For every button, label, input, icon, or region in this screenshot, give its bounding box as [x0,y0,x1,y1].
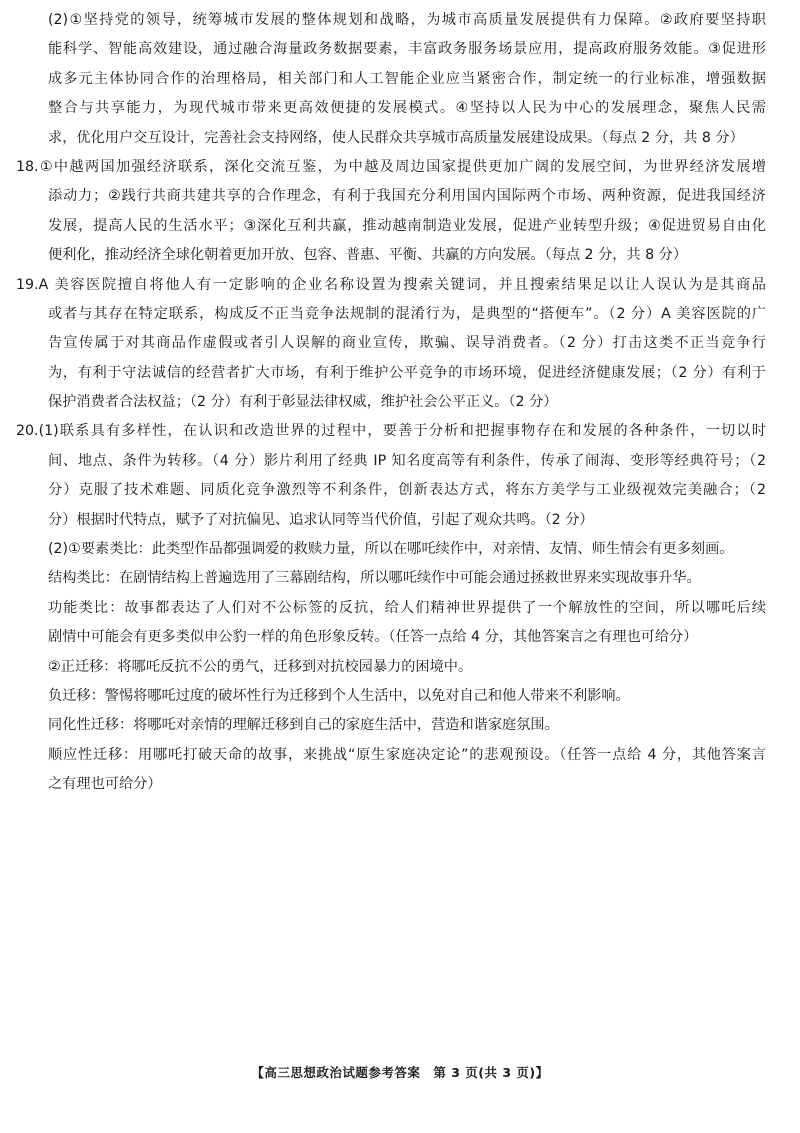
text-line: 19.A 美容医院擅自将他人有一定影响的企业名称设置为搜索关键词，并且搜索结果足以让人误认为是其商品 [16,276,766,293]
footer-text: 【高三思想政治试题参考答案 第 3 页(共 3 页)】 [251,1065,549,1080]
text-line: 18.①中越两国加强经济联系，深化交流互鉴，为中越及周边国家提供更加广阔的发展空间，为世界经济发展增 [16,158,766,175]
answer-content [16,6,766,800]
text-line: 保护消费者合法权益；（2 分）有利于彰显法律权威，维护社会公平正义。（2 分） [48,394,558,411]
text-line: 功能类比：故事都表达了人们对不公标签的反抗，给人们精神世界提供了一个解放性的空间，所以哪吒后续 [48,599,766,616]
text-line: (2)①坚持党的领导，统筹城市发展的整体规划和战略，为城市高质量发展提供有力保障。②政府要坚持职 [48,12,766,28]
text-line: 同化性迁移：将哪吒对亲情的理解迁移到自己的家庭生活中，营造和谐家庭氛围。 [48,717,559,734]
text-line: 结构类比：在剧情结构上普遍选用了三幕剧结构，所以哪吒续作中可能会通过拯救世界来实现故事升华。 [48,570,701,587]
page-footer [0,1063,800,1081]
text-line: (2)①要素类比：此类型作品都强调爱的救赎力量，所以在哪吒续作中，对亲情、友情、师生情会有更多刻画。 [48,541,734,558]
text-line: 求，优化用户交互设计，完善社会支持网络，使人民群众共享城市高质量发展建设成果。（每点 2 分，共 8 分） [48,129,744,146]
text-line: 分）根据时代特点，赋予了对抗偏见、追求认同等当代价值，引起了观众共鸣。（2 分） [48,511,594,528]
text-line: 负迁移：警惕将哪吒过度的破坏性行为迁移到个人生活中，以免对自己和他人带来不利影响。 [48,687,630,704]
text-line: 成多元主体协同合作的治理格局，相关部门和人工智能企业应当紧密合作，制定统一的行业标准，增强数据 [48,70,766,87]
text-line: 发展，提高人民的生活水平；③深化互利共赢，推动越南制造业发展，促进产业转型升级；④促进贸易自由化 [48,217,766,234]
text-line: 能科学、智能高效建设，通过融合海量政务数据要素，丰富政务服务场景应用，提高政府服务效能。③促进形 [48,41,766,58]
text-line: 为，有利于守法诚信的经营者扩大市场，有利于维护公平竞争的市场环境，促进经济健康发展；（2 分）有利于 [48,364,766,381]
text-line: 告宣传属于对其商品作虚假或者引人误解的商业宣传，欺骗、误导消费者。（2 分）打击这类不正当竞争行 [48,335,766,352]
text-line: 之有理也可给分） [48,776,162,793]
text-line: 便利化，推动经济全球化朝着更加开放、包容、普惠、平衡、共赢的方向发展。（每点 2 分，共 8 分） [48,247,688,264]
text-line: 分）克服了技术难题、同质化竞争激烈等不利条件，创新表达方式，将东方美学与工业级视效完美融合；（2 [48,482,766,499]
text-line: 20.(1)联系具有多样性，在认识和改造世界的过程中，要善于分析和把握事物存在和发展的各种条件，一切以时 [16,423,766,440]
text-line: 剧情中可能会有更多类似申公豹一样的角色形象反转。（任答一点给 4 分，其他答案言之有理也可给分） [48,629,698,646]
text-line: 整合与共享能力，为现代城市带来更高效便捷的发展模式。④坚持以人民为中心的发展理念，聚焦人民需 [48,100,766,117]
text-line: 或者与其存在特定联系，构成反不正当竞争法规制的混淆行为，是典型的“搭便车”。（2 分）A 美容医院的广 [48,305,766,322]
text-line: 添动力；②践行共商共建共享的合作理念，有利于我国充分利用国内国际两个市场、两种资源，促进我国经济 [48,188,766,205]
text-line: 顺应性迁移：用哪吒打破天命的故事，来挑战“原生家庭决定论”的悲观预设。（任答一点给 4 分，其他答案言 [48,746,766,763]
text-line: 间、地点、条件为转移。（4 分）影片利用了经典 IP 知名度高等有利条件，传承了闹海、变形等经典符号；（2 [48,452,766,469]
text-line: ②正迁移：将哪吒反抗不公的勇气，迁移到对抗校园暴力的困境中。 [48,658,473,675]
